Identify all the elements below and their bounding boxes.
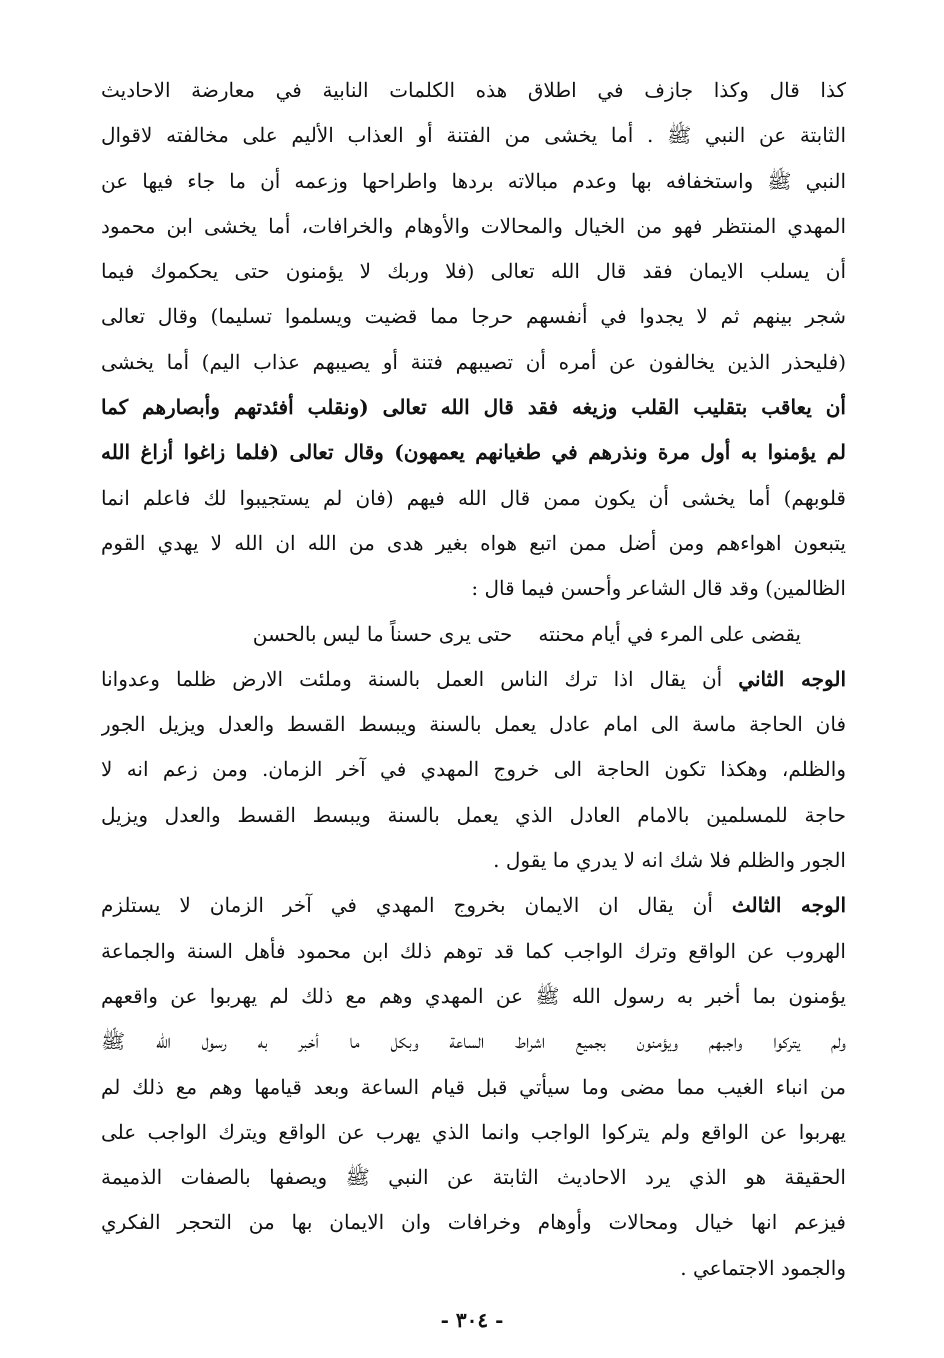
body-text	[101, 68, 846, 1291]
poetry-verse	[101, 612, 846, 657]
text-line: من انباء الغيب مما مضى وما سيأتي قبل قيام الساعة وبعد قيامها وهم مع ذلك لم	[101, 1074, 846, 1099]
text-line: الحقيقة هو الذي يرد الاحاديث الثابتة عن النبي ﷺ ويصفها بالصفات الذميمة	[101, 1165, 846, 1190]
text-line: فان الحاجة ماسة الى امام عادل يعمل بالسنة ويبسط القسط والعدل ويزيل الجور	[101, 712, 846, 737]
text-line: الوجه الثالث أن يقال ان الايمان بخروج المهدي في آخر الزمان لا يستلزم	[101, 893, 846, 918]
text-line: المهدي المنتظر فهو من الخيال والمحالات والأوهام والخرافات، أما يخشى ابن محمود	[101, 213, 846, 238]
text-line: الجور والظلم فلا شك انه لا يدري ما يقول .	[493, 848, 846, 873]
text-line: كذا قال وكذا جازف في اطلاق هذه الكلمات النابية في معارضة الاحاديث	[101, 78, 846, 102]
text-line: والجمود الاجتماعي .	[680, 1255, 846, 1280]
text-line: لم يؤمنوا به أول مرة ونذرهم في طغيانهم يعمهون) وقال تعالى (فلما زاغوا أزاغ الله	[101, 440, 846, 465]
text-line: يتبعون اهواءهم ومن أضل ممن اتبع هواه بغير هدى من الله ان الله لا يهدي القوم	[101, 530, 846, 555]
text-line: ولم يتركوا واجبهم ويؤمنون بجميع اشراط الساعة وبكل ما أخبر به رسول الله ﷺ	[101, 1029, 846, 1054]
text-line: الثابتة عن النبي ﷺ . أما يخشى من الفتنة أو العذاب الأليم على مخالفته لاقوال	[101, 123, 846, 148]
text-line: يؤمنون بما أخبر به رسول الله ﷺ عن المهدي وهم مع ذلك لم يهربوا عن واقعهم	[101, 983, 846, 1008]
text-line: يهربوا عن الواقع ولم يتركوا الواجب وانما الذي يهرب عن الواقع ويترك الواجب على	[101, 1119, 846, 1144]
text-line: شجر بينهم ثم لا يجدوا في أنفسهم حرجا مما قضيت ويسلموا تسليما) وقال تعالى	[101, 304, 846, 329]
text-line: الهروب عن الواقع وترك الواجب كما قد توهم ذلك ابن محمود فأهل السنة والجماعة	[101, 938, 846, 963]
text-line: الوجه الثاني أن يقال اذا ترك الناس العمل بالسنة وملئت الارض ظلما وعدوانا	[101, 666, 846, 691]
text-line: حاجة للمسلمين بالامام العادل الذي يعمل بالسنة ويبسط القسط والعدل ويزيل	[101, 802, 846, 827]
text-line: (فليحذر الذين يخالفون عن أمره أن تصيبهم فتنة أو يصيبهم عذاب اليم) أما يخشى	[101, 349, 846, 374]
text-line: أن يعاقب بتقليب القلب وزيغه فقد قال الله تعالى (ونقلب أفئدتهم وأبصارهم كما	[101, 395, 846, 420]
text-line: فيزعم انها خيال ومحالات وأوهام وخرافات وان الايمان بها من التحجر الفكري	[101, 1210, 846, 1235]
text-line: النبي ﷺ واستخفافه بها وعدم مبالاته بردها واطراحها وزعمه أن ما جاء فيها عن	[101, 168, 846, 193]
text-line: أن يسلب الايمان فقد قال الله تعالى (فلا وربك لا يؤمنون حتى يحكموك فيما	[101, 259, 846, 284]
page-number: - ٣٠٤ -	[440, 1308, 504, 1332]
verse-first-hemistich: يقضى على المرء في أيام محنته	[538, 621, 801, 646]
section-heading: الوجه الثالث	[731, 893, 846, 918]
text-line: قلوبهم) أما يخشى أن يكون ممن قال الله فيهم (فان لم يستجيبوا لك فاعلم انما	[101, 485, 846, 510]
section-heading: الوجه الثاني	[738, 666, 846, 691]
text-line: الظالمين) وقد قال الشاعر وأحسن فيما قال :	[471, 576, 846, 601]
text-line: والظلم، وهكذا تكون الحاجة الى خروج المهدي في آخر الزمان. ومن زعم انه لا	[101, 757, 846, 782]
verse-second-hemistich: حتى يرى حسناً ما ليس بالحسن	[252, 621, 513, 646]
